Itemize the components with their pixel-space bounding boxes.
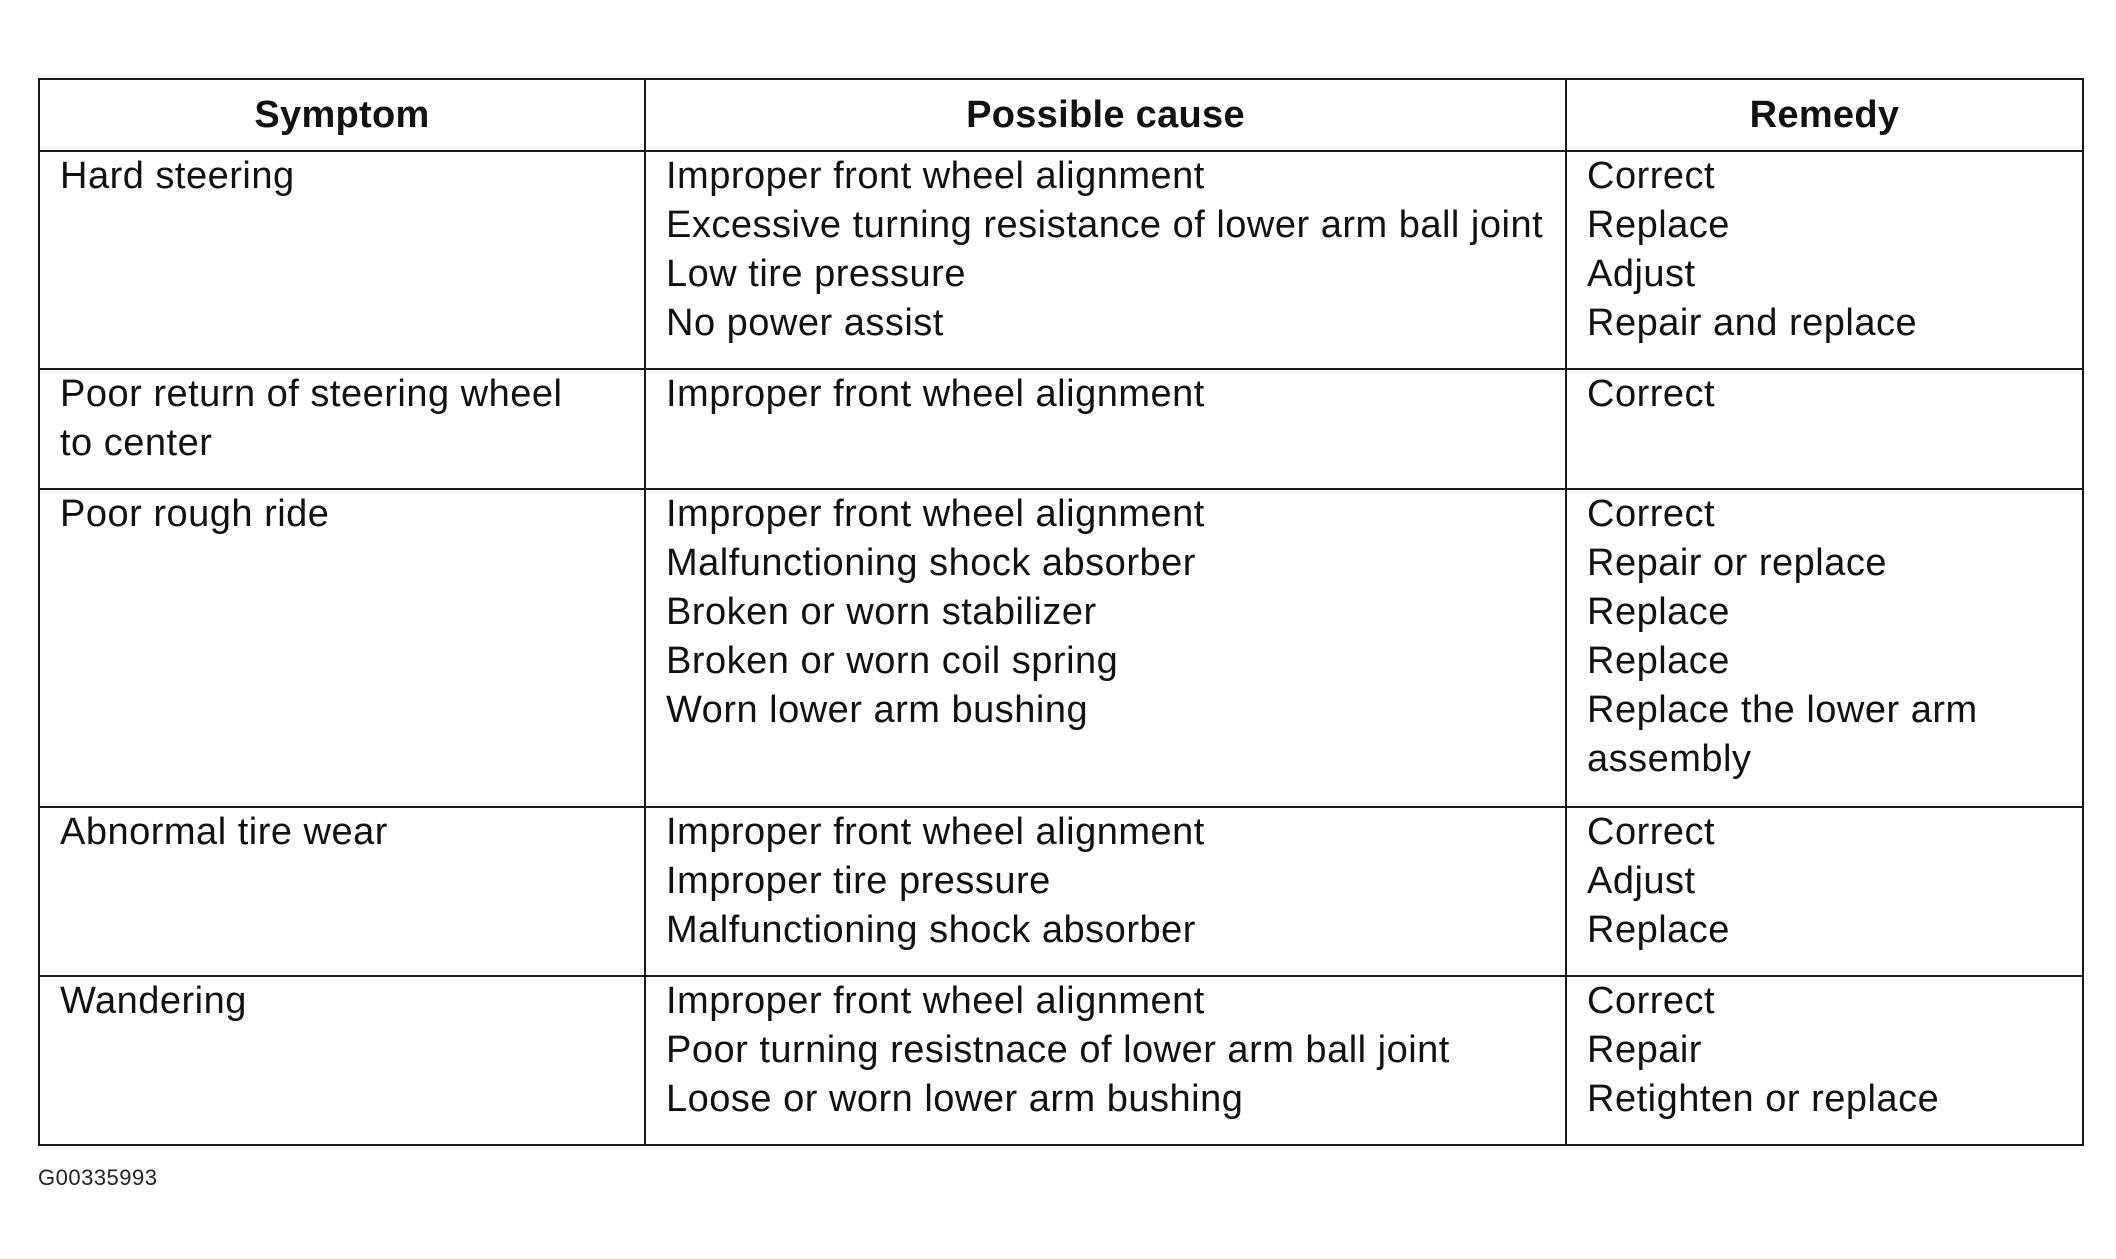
cause-line: Improper tire pressure — [666, 860, 1051, 902]
remedy-line: Replace — [1587, 640, 1730, 682]
remedy-line: Adjust — [1587, 860, 1696, 902]
cause-line: No power assist — [666, 302, 944, 344]
cause-line: Malfunctioning shock absorber — [666, 909, 1196, 951]
cause-cell — [645, 369, 1566, 489]
remedy-line: Replace — [1587, 591, 1730, 633]
remedy-line: Correct — [1587, 493, 1716, 535]
remedy-cell — [1566, 489, 2083, 807]
cause-cell — [645, 489, 1566, 807]
remedy-line: Retighten or replace — [1587, 1078, 1940, 1120]
remedy-line: Replace — [1587, 204, 1730, 246]
remedy-line: Repair and replace — [1587, 302, 1918, 344]
cause-line: Improper front wheel alignment — [666, 493, 1205, 535]
table-row — [39, 807, 2083, 976]
symptom-text: Abnormal tire wear — [60, 811, 388, 853]
remedy-line: assembly — [1587, 738, 1752, 780]
remedy-line: Correct — [1587, 811, 1716, 853]
cause-cell — [645, 976, 1566, 1145]
symptom-cell — [39, 489, 645, 807]
remedy-line: Correct — [1587, 155, 1716, 197]
cause-line: Broken or worn coil spring — [666, 640, 1119, 682]
cause-line: Malfunctioning shock absorber — [666, 542, 1196, 584]
cause-line: Excessive turning resistance of lower arm ball joint — [666, 204, 1544, 246]
remedy-cell — [1566, 807, 2083, 976]
cause-line: Improper front wheel alignment — [666, 155, 1205, 197]
cause-line: Broken or worn stabilizer — [666, 591, 1097, 633]
table-row — [39, 489, 2083, 807]
symptom-cell — [39, 976, 645, 1145]
symptom-text: Wandering — [60, 980, 247, 1022]
symptom-text: Hard steering — [60, 155, 295, 197]
remedy-line: Repair or replace — [1587, 542, 1887, 584]
cause-cell — [645, 151, 1566, 369]
table-row — [39, 976, 2083, 1145]
remedy-line: Correct — [1587, 373, 1716, 415]
symptom-cell — [39, 807, 645, 976]
remedy-line: Correct — [1587, 980, 1716, 1022]
symptom-cell — [39, 369, 645, 489]
troubleshooting-table — [38, 78, 2084, 1146]
remedy-cell — [1566, 976, 2083, 1145]
cause-line: Worn lower arm bushing — [666, 689, 1089, 731]
cause-cell — [645, 807, 1566, 976]
table-header-row — [39, 79, 2083, 151]
symptom-text: Poor rough ride — [60, 493, 330, 535]
remedy-line: Adjust — [1587, 253, 1696, 295]
symptom-cell — [39, 151, 645, 369]
figure-code: G00335993 — [38, 1165, 158, 1190]
header-possible-cause: Possible cause — [645, 79, 1566, 151]
remedy-line: Repair — [1587, 1029, 1702, 1071]
header-remedy: Remedy — [1566, 79, 2083, 151]
table-row — [39, 151, 2083, 369]
cause-line: Poor turning resistnace of lower arm ball joint — [666, 1029, 1450, 1071]
remedy-cell — [1566, 369, 2083, 489]
remedy-line: Replace — [1587, 909, 1730, 951]
cause-line: Low tire pressure — [666, 253, 966, 295]
table-row — [39, 369, 2083, 489]
cause-line: Improper front wheel alignment — [666, 811, 1205, 853]
symptom-text: Poor return of steering wheel to center — [60, 373, 563, 464]
cause-line: Improper front wheel alignment — [666, 980, 1205, 1022]
cause-line: Loose or worn lower arm bushing — [666, 1078, 1244, 1120]
remedy-line: Replace the lower arm — [1587, 689, 1978, 731]
remedy-cell — [1566, 151, 2083, 369]
cause-line: Improper front wheel alignment — [666, 373, 1205, 415]
header-symptom: Symptom — [39, 79, 645, 151]
